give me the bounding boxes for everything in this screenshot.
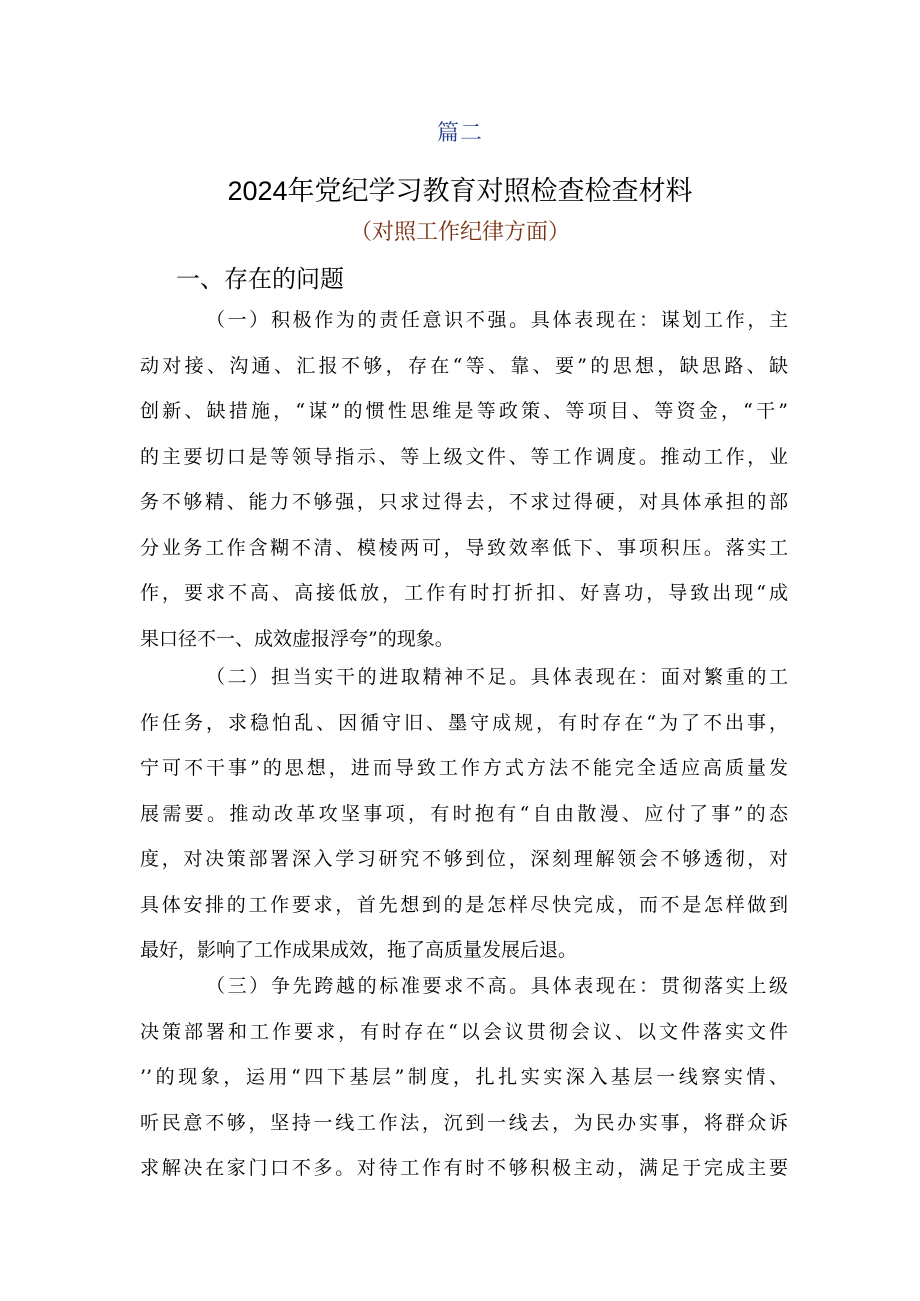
text-line: 具体安排的工作要求，首先想到的是怎样尽快完成，而不是怎样做到 xyxy=(140,893,788,916)
text-line: 创新、缺措施，“谋”的惯性思维是等政策、等项目、等资金，“干” xyxy=(140,400,788,422)
text-line: 求解决在家门口不多。对待工作有时不够积极主动，满足于完成主要 xyxy=(140,1157,788,1179)
text-line: 听民意不够，坚持一线工作法，沉到一线去，为民办实事，将群众诉 xyxy=(140,1111,788,1134)
text-line: 度，对决策部署深入学习研究不够到位，深刻理解领会不够透彻，对 xyxy=(140,848,788,870)
text-line: 决策部署和工作要求，有时存在“以会议贯彻会议、以文件落实文件 xyxy=(140,1020,788,1043)
text-line: ’’的现象，运用“四下基层”制度，扎扎实实深入基层一线察实情、 xyxy=(140,1066,788,1088)
paragraph-3 xyxy=(140,964,788,1192)
text-line: 展需要。推动改革攻坚事项，有时抱有“自由散漫、应付了事”的态 xyxy=(140,802,788,825)
text-line: 宁可不干事”的思想，进而导致工作方式方法不能完全适应高质量发 xyxy=(140,757,788,779)
text-line: 作任务，求稳怕乱、因循守旧、墨守成规，有时存在“为了不出事， xyxy=(140,711,788,734)
text-line: 果口径不一、成效虚报浮夸”的现象。 xyxy=(140,627,454,650)
text-line: 最好，影响了工作成果成效，拖了高质量发展后退。 xyxy=(140,939,578,961)
text-line: （一）积极作为的责任意识不强。具体表现在：谋划工作，主 xyxy=(206,309,788,331)
section-heading: 一、存在的问题 xyxy=(176,266,344,293)
paragraph-1 xyxy=(140,298,788,662)
text-line: 分业务工作含糊不清、模棱两可，导致效率低下、事项积压。落实工 xyxy=(140,536,788,559)
text-line: （二）担当实干的进取精神不足。具体表现在：面对繁重的工 xyxy=(206,666,788,688)
text-line: 务不够精、能力不够强，只求过得去，不求过得硬，对具体承担的部 xyxy=(140,491,788,513)
text-line: 动对接、沟通、汇报不够，存在“等、靠、要”的思想，缺思路、缺 xyxy=(140,354,788,377)
text-line: 的主要切口是等领导指示、等上级文件、等工作调度。推动工作，业 xyxy=(140,445,788,468)
text-line: 作，要求不高、高接低放，工作有时打折扣、好喜功，导致出现“成 xyxy=(140,582,788,604)
section-label: 篇二 xyxy=(436,120,483,145)
text-line: （三）争先跨越的标准要求不高。具体表现在：贯彻落实上级 xyxy=(206,975,788,997)
document-title: 2024年党纪学习教育对照检查检查材料 xyxy=(227,176,693,206)
document-subtitle: （对照工作纪律方面） xyxy=(349,219,570,244)
paragraph-2 xyxy=(140,655,788,974)
